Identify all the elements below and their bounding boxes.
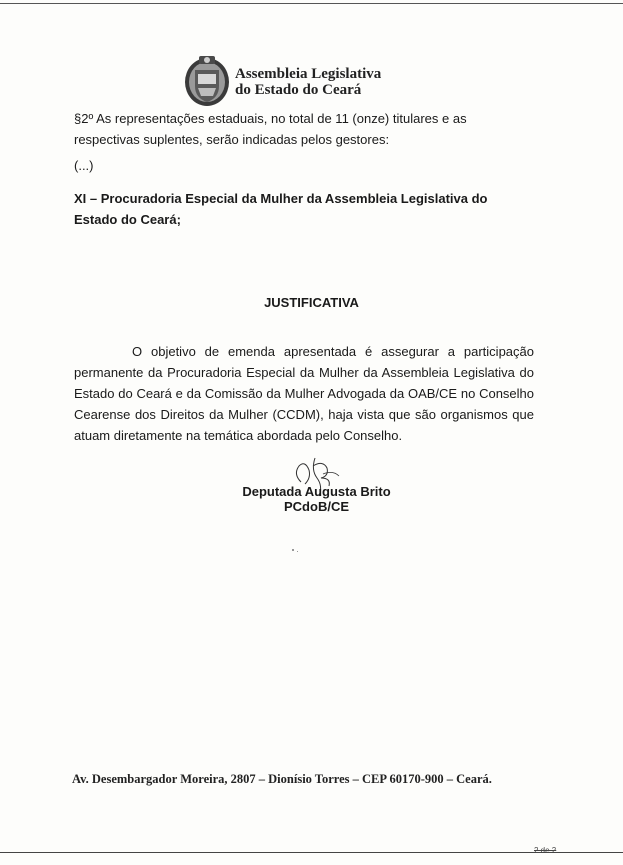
item-xi: XI – Procuradoria Especial da Mulher da Assembleia Legislativa do Estado do Ceará; <box>74 191 488 227</box>
section-heading: JUSTIFICATIVA <box>264 295 359 310</box>
scan-speck <box>297 551 298 552</box>
footer-address: Av. Desembargador Moreira, 2807 – Dionísio Torres – CEP 60170-900 – Ceará. <box>72 772 492 786</box>
top-rule <box>0 3 623 4</box>
justification-paragraph <box>74 341 534 446</box>
justification-text: O objetivo de emenda apresentada é assegurar a participação permanente da Procuradoria Especial da Mulher da Assembleia Legislativa do Estado do Ceará e da Comissão da Mulher Advogada da OAB/CE no Conselho Cearense dos Direitos da Mulher (CCDM), haja vista que são organismos que atuam diretamente na temática abordada pelo Conselho. <box>74 344 534 443</box>
institution-line-1: Assembleia Legislativa <box>235 66 382 82</box>
ellipsis: (...) <box>74 158 94 173</box>
bottom-rule <box>0 852 623 853</box>
institution-line-2: do Estado do Ceará <box>235 82 362 98</box>
signer-party: PCdoB/CE <box>284 499 349 514</box>
signer-name: Deputada Augusta Brito <box>242 484 391 499</box>
signature-block <box>0 484 623 514</box>
scan-speck <box>292 549 294 551</box>
institution-name <box>235 66 381 98</box>
page-number: 2 de 2 <box>534 846 557 855</box>
paragraph-representations: §2º As representações estaduais, no total de 11 (onze) titulares e as respectivas suplentes, serão indicadas pelos gestores: <box>74 111 467 147</box>
state-seal-icon <box>183 52 231 108</box>
